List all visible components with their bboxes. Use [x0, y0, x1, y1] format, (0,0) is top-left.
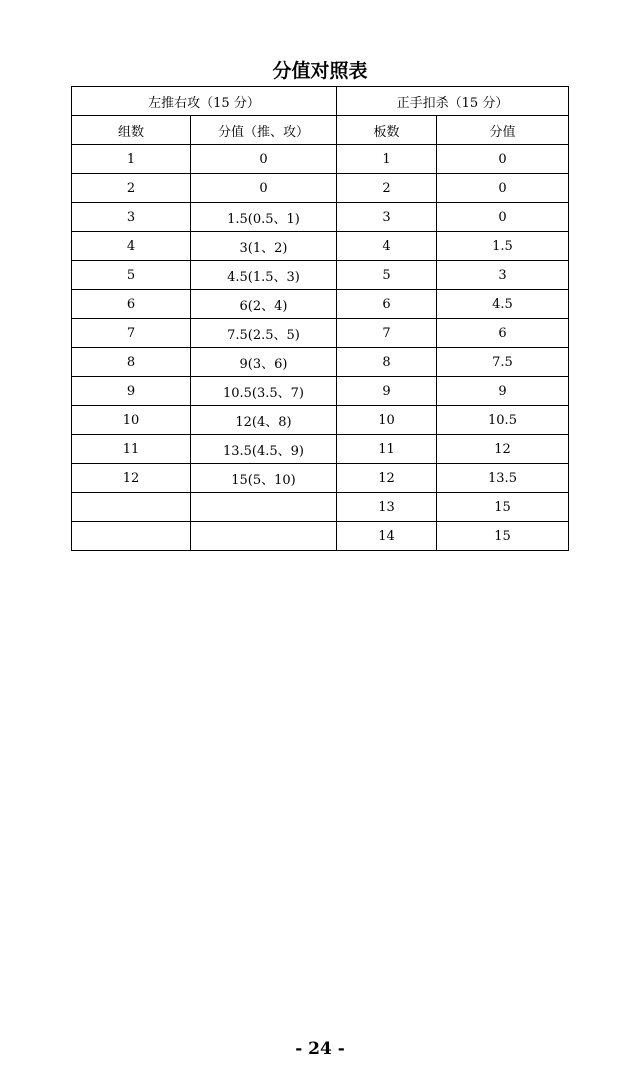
table-cell: 3	[437, 261, 569, 290]
table-cell: 0	[437, 174, 569, 203]
table-cell: 13.5(4.5、9)	[191, 435, 337, 464]
table-cell: 4.5(1.5、3)	[191, 261, 337, 290]
table-cell: 8	[72, 348, 191, 377]
table-row	[72, 290, 569, 319]
score-table	[71, 86, 569, 551]
table-cell: 11	[337, 435, 437, 464]
table-cell: 12	[337, 464, 437, 493]
column-header: 分值（推、攻）	[191, 116, 337, 145]
table-row	[72, 435, 569, 464]
table-row	[72, 348, 569, 377]
table-cell: 3	[72, 203, 191, 232]
table-cell: 14	[337, 522, 437, 551]
table-cell: 7	[72, 319, 191, 348]
table-cell: 4	[72, 232, 191, 261]
table-cell: 0	[191, 174, 337, 203]
table-cell: 1	[72, 145, 191, 174]
table-cell: 9	[437, 377, 569, 406]
page-title: 分值对照表	[272, 60, 368, 82]
table-row	[72, 493, 569, 522]
table-cell: 13	[337, 493, 437, 522]
table-row	[72, 261, 569, 290]
table-cell: 6	[72, 290, 191, 319]
table-cell	[191, 522, 337, 551]
table-cell: 3(1、2)	[191, 232, 337, 261]
table-row	[72, 319, 569, 348]
table-cell: 10.5(3.5、7)	[191, 377, 337, 406]
section-header-left: 左推右攻（15 分）	[72, 87, 337, 116]
table-cell	[72, 522, 191, 551]
table-cell: 9	[72, 377, 191, 406]
table-cell: 4.5	[437, 290, 569, 319]
table-cell: 15	[437, 522, 569, 551]
table-cell: 10	[72, 406, 191, 435]
table-cell: 0	[437, 203, 569, 232]
table-cell: 7	[337, 319, 437, 348]
table-cell: 7.5	[437, 348, 569, 377]
table-cell: 10	[337, 406, 437, 435]
table-cell: 2	[72, 174, 191, 203]
table-row	[72, 174, 569, 203]
table-cell: 8	[337, 348, 437, 377]
table-cell: 5	[337, 261, 437, 290]
table-cell: 13.5	[437, 464, 569, 493]
table-cell: 11	[72, 435, 191, 464]
table-cell: 2	[337, 174, 437, 203]
table-cell: 4	[337, 232, 437, 261]
table-cell: 1	[337, 145, 437, 174]
column-header: 板数	[337, 116, 437, 145]
section-header-right: 正手扣杀（15 分）	[337, 87, 569, 116]
column-header: 组数	[72, 116, 191, 145]
table-row	[72, 377, 569, 406]
section-header-row	[72, 87, 569, 116]
table-cell: 9	[337, 377, 437, 406]
table-cell: 0	[437, 145, 569, 174]
table-cell: 12	[437, 435, 569, 464]
table-cell: 0	[191, 145, 337, 174]
table-row	[72, 522, 569, 551]
table-cell: 6(2、4)	[191, 290, 337, 319]
table-cell: 10.5	[437, 406, 569, 435]
table-cell: 7.5(2.5、5)	[191, 319, 337, 348]
page-number: - 24 -	[295, 1039, 345, 1059]
table-cell	[72, 493, 191, 522]
column-header: 分值	[437, 116, 569, 145]
table-cell: 5	[72, 261, 191, 290]
table-cell: 1.5(0.5、1)	[191, 203, 337, 232]
table-cell: 9(3、6)	[191, 348, 337, 377]
table-cell: 1.5	[437, 232, 569, 261]
table-cell: 15	[437, 493, 569, 522]
table-cell: 12	[72, 464, 191, 493]
table-cell: 15(5、10)	[191, 464, 337, 493]
table-cell: 6	[437, 319, 569, 348]
table-row	[72, 232, 569, 261]
table-cell	[191, 493, 337, 522]
table-cell: 6	[337, 290, 437, 319]
column-header-row	[72, 116, 569, 145]
table-row	[72, 406, 569, 435]
table-row	[72, 203, 569, 232]
table-row	[72, 145, 569, 174]
table-row	[72, 464, 569, 493]
table-cell: 3	[337, 203, 437, 232]
table-cell: 12(4、8)	[191, 406, 337, 435]
